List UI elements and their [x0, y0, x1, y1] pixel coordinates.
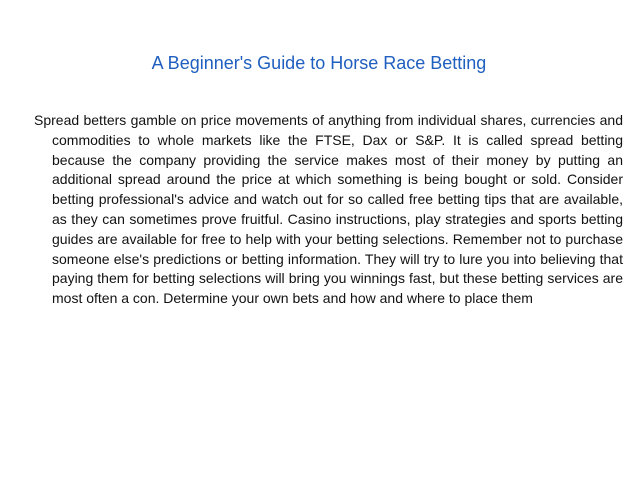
slide-body-text: Spread betters gamble on price movements of anything from individual shares, currencies and commodities to whole markets like the FTSE, Dax or S&P. It is called spread betting because the company providing the service makes most of their money by putting an additional spread around the price at which something is being bought or sold. Consider betting professional's advice and watch out for so called free betting tips that are available, as they can sometimes prove fruitful. Casino instructions, play strategies and sports betting guides are available for free to help with your betting selections. Remember not to purchase someone else's predictions or betting information. They will try to lure you into believing that paying them for betting selections will bring you winnings fast, but these betting services are most often a con. Determine your own bets and how and where to place them: [34, 112, 623, 307]
slide-title: A Beginner's Guide to Horse Race Betting: [151, 53, 487, 73]
